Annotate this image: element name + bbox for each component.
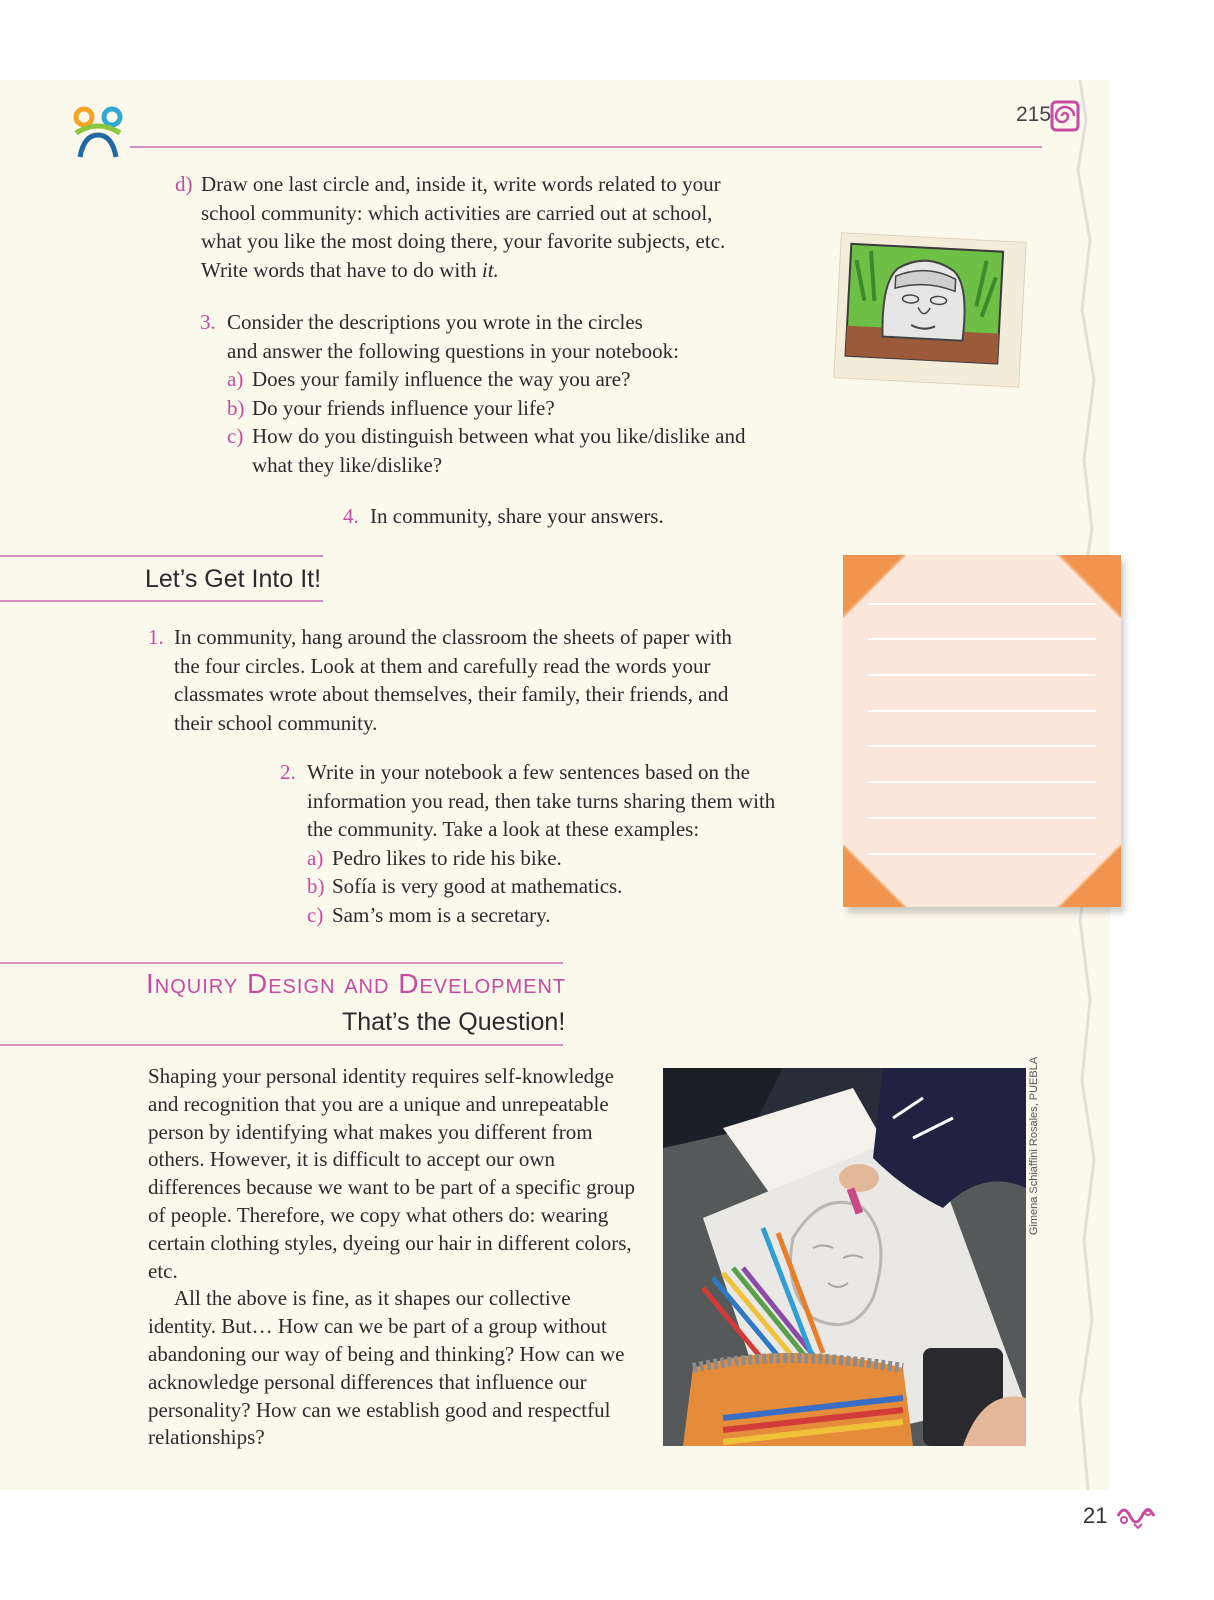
get-step-2-item-label: c) — [307, 902, 324, 927]
student-drawing-illustration — [663, 1068, 1026, 1446]
step-3-item-text: Do your friends influence your life? — [252, 395, 555, 420]
step-4-text: In community, share your answers. — [370, 504, 664, 528]
note-paper-decoration — [843, 555, 1121, 907]
step-3-item-text: Does your family influence the way you are? — [252, 367, 631, 391]
inquiry-rule-bottom — [0, 1044, 563, 1046]
header-rule — [130, 146, 1042, 148]
section-title-get-into-it: Let’s Get Into It! — [145, 565, 322, 593]
inquiry-text — [148, 1063, 643, 1452]
step-4-number: 4. — [343, 504, 359, 528]
get-step-1 — [148, 623, 748, 737]
olmec-stamp-image — [834, 233, 1025, 386]
get-step-2-item-text: Sam’s mom is a secretary. — [332, 902, 551, 927]
step-3-item-text: How do you distinguish between what you like/dislike and what they like/dislike? — [252, 424, 746, 477]
step-3-line-1: Consider the descriptions you wrote in the circles — [227, 310, 643, 334]
get-step-2-text: Write in your notebook a few sentences based on the information you read, then take turns sharing them with the community. Take a look at these examples: — [307, 760, 776, 841]
get-step-2 — [280, 758, 800, 929]
step-d-italic: it. — [481, 257, 499, 282]
inquiry-paragraph-1: Shaping your personal identity requires self-knowledge and recognition that you are a unique and unrepeatable person by identifying what makes you different from others. However, it is difficult to accept our own differences because we want to be part of a specific group of people. Therefore, we copy what others do: wearing certain clothing styles, dyeing our hair in different colors, etc. — [148, 1064, 636, 1283]
section-rule-top — [0, 555, 323, 557]
step-d-text: Draw one last circle and, inside it, write words related to your school community: which activities are carried out at school, what you like the most doing there, your favorite subjects, etc. Write words that have to do with — [201, 172, 726, 282]
get-step-1-text: In community, hang around the classroom the sheets of paper with the four circles. Look at them and carefully read the words your classmates wrote about themselves, their family, their friends, and their school community. — [174, 625, 732, 735]
page-number-top: 215 — [1016, 103, 1052, 126]
get-step-2-item-text: Sofía is very good at mathematics. — [332, 874, 623, 898]
section-logo-icon — [70, 105, 126, 161]
step-3-number: 3. — [200, 310, 216, 334]
step-d-label: d) — [175, 172, 193, 196]
photo-corner-icons — [843, 555, 1121, 907]
get-step-2-number: 2. — [280, 760, 296, 784]
step-3-line-2: and answer the following questions in your notebook: — [227, 338, 680, 363]
get-step-2-item-text: Pedro likes to ride his bike. — [332, 845, 562, 870]
step-4 — [343, 502, 763, 531]
step-3-item-label: a) — [227, 367, 244, 391]
inquiry-paragraph-2: All the above is fine, as it shapes our collective identity. But… How can we be part of a group without abandoning our way of being and thinking? How can we acknowledge personal differences that influence our personality? How can we establish good and respectful relationships? — [148, 1286, 625, 1450]
drawing-photo — [663, 1068, 1026, 1446]
section-rule-bottom — [0, 600, 323, 602]
get-step-2-item-label: a) — [307, 845, 324, 870]
get-step-1-number: 1. — [148, 625, 164, 649]
spiral-ornament-icon — [1050, 100, 1080, 132]
step-3-item-label: b) — [227, 395, 245, 420]
step-3 — [200, 308, 760, 479]
inquiry-rule-top — [0, 962, 563, 964]
step-3-item-label: c) — [227, 424, 244, 448]
page-number-bottom: 21 — [1083, 1503, 1108, 1528]
olmec-head-icon — [841, 240, 1007, 368]
photo-credit: Gimena Schiaffini Rosales, PUEBLA — [1028, 1056, 1040, 1236]
section-subtitle-question: That’s the Question! — [342, 1008, 566, 1036]
get-step-2-item-label: b) — [307, 874, 325, 898]
step-d — [175, 170, 740, 284]
pattern-ornament-icon — [1114, 1502, 1158, 1530]
section-title-inquiry: Inquiry Design and Development — [146, 968, 567, 999]
